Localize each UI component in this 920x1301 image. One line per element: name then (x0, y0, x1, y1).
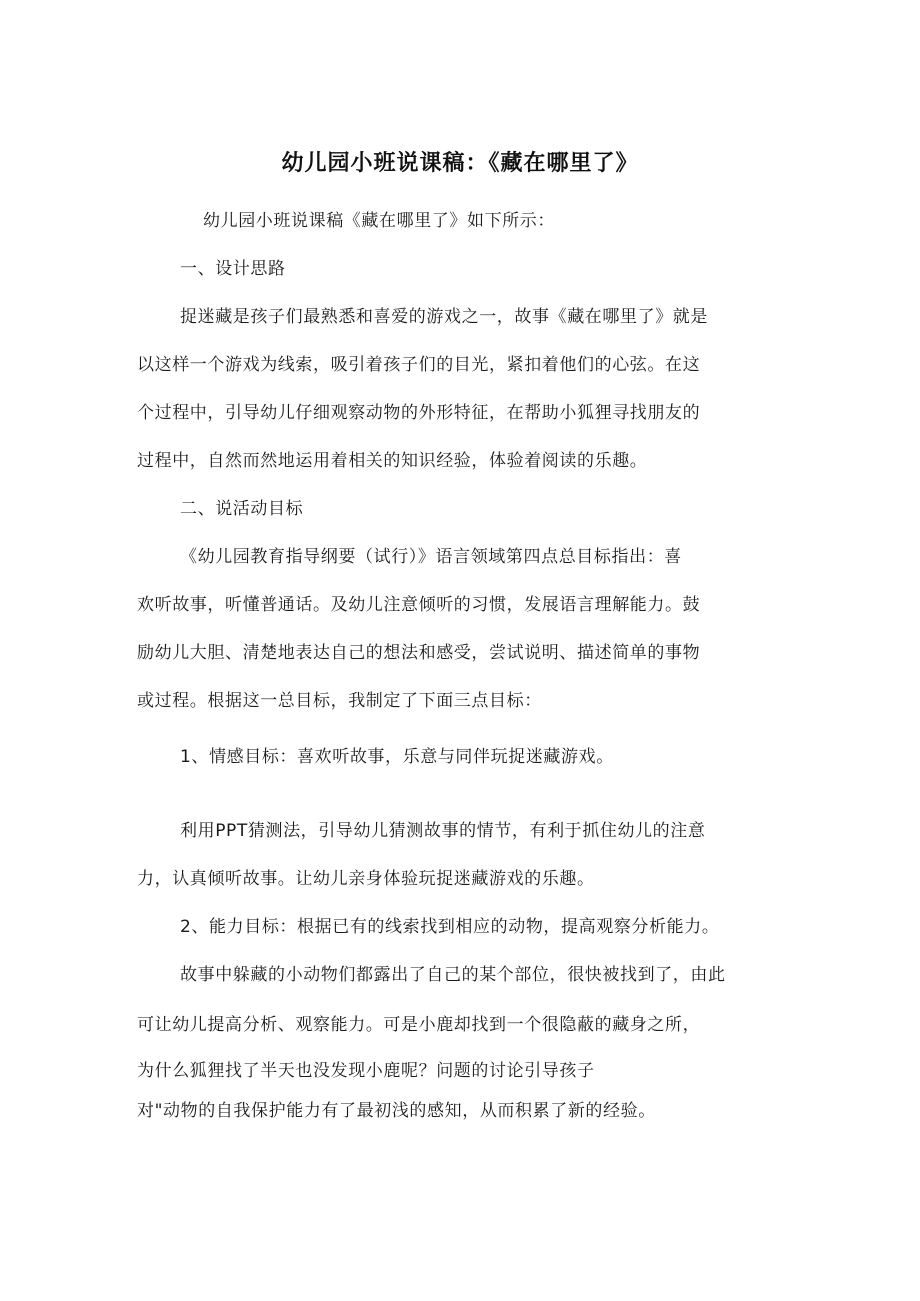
paragraph-line: 个过程中，引导幼儿仔细观察动物的外形特征，在帮助小狐狸寻找朋友的 (137, 403, 701, 423)
paragraph-line: 力，认真倾听故事。让幼儿亲身体验玩捉迷藏游戏的乐趣。 (137, 869, 595, 889)
paragraph-line: 欢听故事，听懂普通话。及幼儿注意倾听的习惯，发展语言理解能力。鼓 (137, 595, 701, 615)
paragraph-line: 以这样一个游戏为线索，吸引着孩子们的目光，紧扣着他们的心弦。在这 (137, 355, 701, 375)
intro-line: 幼儿园小班说课稿《藏在哪里了》如下所示： (203, 211, 555, 231)
goal-heading-emotion: 1、情感目标：喜欢听故事，乐意与同伴玩捉迷藏游戏。 (180, 747, 614, 767)
section-heading-goals: 二、说活动目标 (180, 499, 304, 519)
section-heading-design: 一、设计思路 (180, 259, 286, 279)
paragraph-line: 励幼儿大胆、清楚地表达自己的想法和感受，尝试说明、描述简单的事物 (137, 643, 701, 663)
page-title: 幼儿园小班说课稿：《藏在哪里了》 (281, 151, 639, 176)
paragraph-line: 可让幼儿提高分析、观察能力。可是小鹿却找到一个很隐蔽的藏身之所， (137, 1015, 701, 1035)
paragraph-line: 或过程。根据这一总目标，我制定了下面三点目标： (137, 691, 542, 711)
paragraph-line: 为什么狐狸找了半天也没发现小鹿呢？问题的讨论引导孩子 (137, 1061, 595, 1081)
paragraph-line: 过程中，自然而然地运用着相关的知识经验，体验着阅读的乐趣。 (137, 451, 648, 471)
paragraph-line: 故事中躲藏的小动物们都露出了自己的某个部位，很快被找到了，由此 (180, 965, 726, 985)
paragraph-line: 利用PPT猜测法，引导幼儿猜测故事的情节，有利于抓住幼儿的注意 (180, 821, 706, 841)
paragraph-line: 《幼儿园教育指导纲要（试行）》语言领域第四点总目标指出：喜 (180, 547, 682, 567)
goal-heading-ability: 2、能力目标：根据已有的线索找到相应的动物，提高观察分析能力。 (180, 917, 720, 937)
paragraph-line: 对"动物的自我保护能力有了最初浅的感知，从而积累了新的经验。 (137, 1101, 656, 1121)
paragraph-line: 捉迷藏是孩子们最熟悉和喜爱的游戏之一，故事《藏在哪里了》就是 (180, 307, 708, 327)
